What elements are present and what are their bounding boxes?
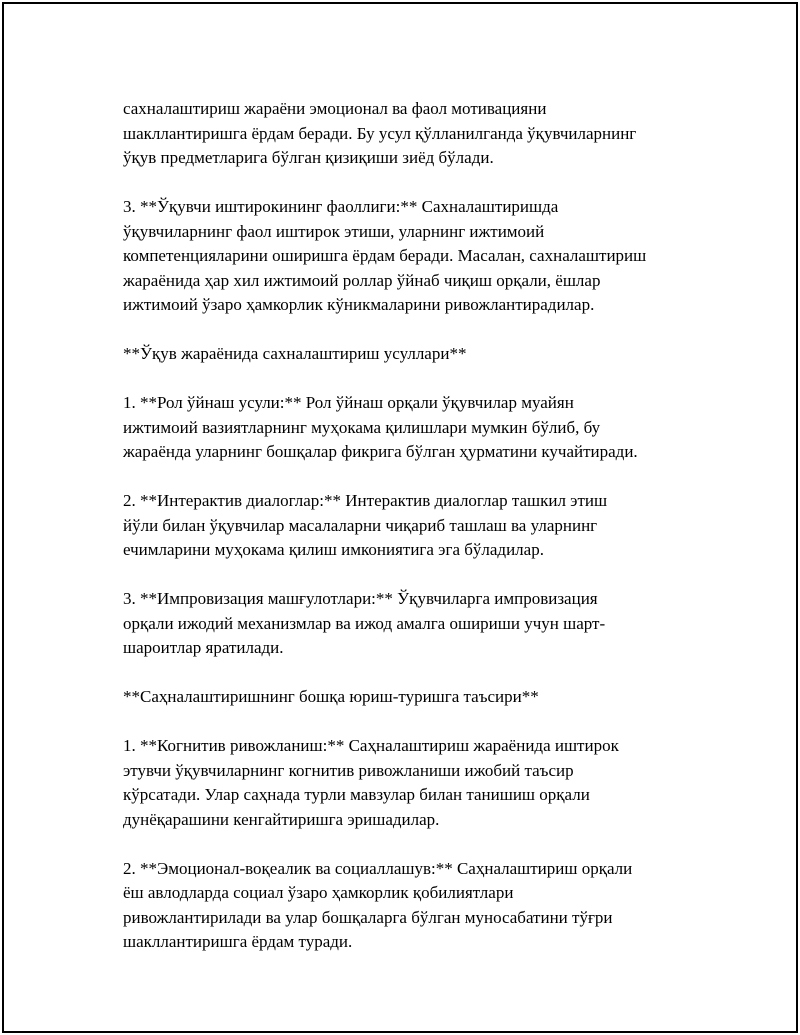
paragraph-intro-continuation (123, 97, 698, 171)
text-line: кўрсатади. Улар саҳнада турли мавзулар билан танишиш орқали (123, 785, 590, 804)
text-line: ўқув предметларига бўлган қизиқиши зиёд бўлади. (123, 148, 494, 167)
text-line: 1. **Когнитив ривожланиш:** Саҳналаштириш жараёнида иштирок (123, 736, 619, 755)
text-line: 3. **Импровизация машғулотлари:** Ўқувчиларга импровизация (123, 589, 598, 608)
text-line: йўли билан ўқувчилар масалаларни чиқариб ташлаш ва уларнинг (123, 515, 598, 535)
text-line: жараёнда уларнинг бошқалар фикрига бўлган ҳурматини кучайтиради. (123, 442, 638, 461)
paragraph-cognitive-development (123, 734, 698, 832)
paragraph-interactive-dialogues (123, 489, 698, 563)
text-line: ёш авлодларда социал ўзаро ҳамкорлик қобилиятлари (123, 883, 514, 902)
text-line: орқали ижодий механизмлар ва ижод амалга ошириши учун шарт- (123, 613, 606, 633)
page-border (2, 2, 798, 1033)
text-line: этувчи ўқувчиларнинг когнитив ривожланиши ижобий таъсир (123, 760, 574, 780)
text-line: сахналаштириш жараёни эмоционал ва фаол мотивацияни (123, 99, 547, 118)
text-line: жараёнида ҳар хил ижтимоий роллар ўйнаб чиқиш орқали, ёшлар (123, 270, 601, 290)
text-line: компетенцияларини оширишга ёрдам беради. Масалан, сахналаштириш (123, 246, 647, 265)
paragraph-student-participation (123, 195, 698, 318)
text-line: шакллантиришга ёрдам беради. Бу усул қўлланилганда ўқувчиларнинг (123, 123, 637, 143)
paragraph-role-play (123, 391, 698, 465)
text-line: 1. **Рол ўйнаш усули:** Рол ўйнаш орқали ўқувчилар муайян (123, 393, 574, 412)
text-line: 2. **Эмоционал-воқеалик ва социаллашув:** Саҳналаштириш орқали (123, 858, 633, 878)
text-line: 2. **Интерактив диалоглар:** Интерактив диалоглар ташкил этиш (123, 491, 608, 510)
text-line: 3. **Ўқувчи иштирокининг фаоллиги:** Сахналаштиришда (123, 197, 559, 216)
paragraph-improvisation (123, 587, 698, 661)
text-line: ечимларини муҳокама қилиш имкониятига эга бўладилар. (123, 540, 544, 559)
section-heading-methods (123, 342, 698, 367)
text-line: ўқувчиларнинг фаол иштирок этиши, уларнинг ижтимоий (123, 221, 545, 241)
heading-line: **Ўқув жараёнида сахналаштириш усуллари** (123, 344, 467, 363)
text-line: дунёқарашини кенгайтиришга эришадилар. (123, 809, 440, 829)
section-heading-influence (123, 685, 698, 710)
document-body (123, 97, 698, 955)
text-line: ривожлантирилади ва улар бошқаларга бўлган муносабатини тўғри (123, 907, 613, 927)
text-line: шакллантиришга ёрдам туради. (123, 932, 353, 951)
text-line: ижтимоий вазиятларнинг муҳокама қилишлари мумкин бўлиб, бу (123, 417, 601, 437)
paragraph-emotional-socialization (123, 857, 698, 955)
heading-line: **Саҳналаштиришнинг бошқа юриш-туришга таъсири** (123, 687, 539, 706)
text-line: шароитлар яратилади. (123, 638, 284, 657)
text-line: ижтимоий ўзаро ҳамкорлик кўникмаларини ривожлантирадилар. (123, 295, 595, 314)
